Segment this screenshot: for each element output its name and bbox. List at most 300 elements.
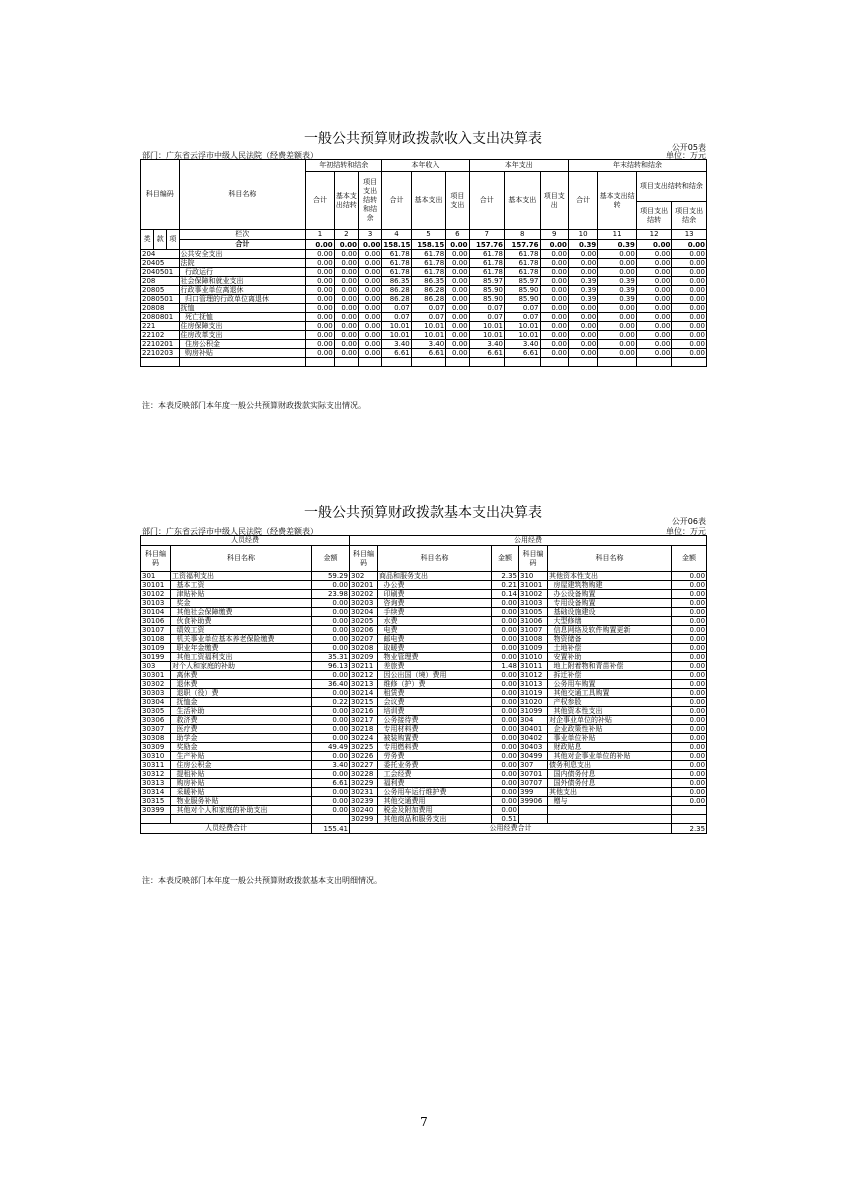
- total-cell: 0.00: [306, 240, 334, 250]
- row-value: 0.00: [598, 259, 637, 268]
- row-amount: 0.00: [492, 734, 519, 743]
- row-value: 6.61: [382, 349, 411, 358]
- row-code: 30301: [141, 671, 171, 680]
- th-total: 合计: [306, 172, 334, 230]
- row-value: 85.90: [469, 286, 504, 295]
- row-value: 0.00: [636, 304, 671, 313]
- row-name: 其他工资福利支出: [171, 653, 312, 662]
- row-amount: 0.00: [492, 635, 519, 644]
- table-row: [141, 268, 707, 277]
- row-amount: 0.00: [672, 644, 707, 653]
- row-amount: 0.00: [492, 806, 519, 815]
- row-name: 赠与: [548, 797, 672, 806]
- row-code: 2210201: [141, 340, 180, 349]
- row-code: 30304: [141, 698, 171, 707]
- row-value: 0.39: [598, 277, 637, 286]
- table-row: [141, 295, 707, 304]
- row-value: 0.00: [540, 322, 568, 331]
- row-name: 其他资本性支出: [548, 707, 672, 716]
- row-name: 差旅费: [378, 662, 492, 671]
- row-name: 被装购置费: [378, 734, 492, 743]
- row-name: 其他社会保障缴费: [171, 608, 312, 617]
- row-name: 会议费: [378, 698, 492, 707]
- total-cell: 0.00: [334, 240, 358, 250]
- row-code: 30102: [141, 590, 171, 599]
- row-value: 0.00: [568, 340, 597, 349]
- row-value: 0.00: [636, 322, 671, 331]
- row-name: 财政贴息: [548, 743, 672, 752]
- row-name: 归口管理的行政单位离退休: [179, 295, 306, 304]
- row-value: 0.00: [306, 304, 334, 313]
- table2-note: 注：本表反映部门本年度一般公共预算财政拨款基本支出明细情况。: [142, 876, 382, 885]
- row-name: 津贴补贴: [171, 590, 312, 599]
- row-value: 0.07: [382, 313, 411, 322]
- row-value: 0.00: [598, 313, 637, 322]
- row-amount: 0.00: [492, 689, 519, 698]
- th-name: 科目名称: [171, 546, 312, 572]
- row-amount: 0.00: [672, 743, 707, 752]
- row-value: 0.00: [568, 349, 597, 358]
- row-code: 30306: [141, 716, 171, 725]
- th-closing-balance: 年末结转和结余: [568, 160, 706, 172]
- row-code: 2080501: [141, 295, 180, 304]
- row-amount: 0.22: [312, 698, 350, 707]
- row-name: 其他交通工具购置: [548, 689, 672, 698]
- row-name: 其他对企事业单位的补贴: [548, 752, 672, 761]
- row-name: 其他资本性支出: [548, 572, 672, 581]
- row-value: 0.00: [334, 295, 358, 304]
- row-name: 办公费: [378, 581, 492, 590]
- row-code: 31099: [519, 707, 548, 716]
- row-code: 31011: [519, 662, 548, 671]
- row-value: 0.00: [306, 313, 334, 322]
- total-cell: 0.00: [446, 240, 469, 250]
- row-name: 绩效工资: [171, 626, 312, 635]
- row-value: 0.00: [359, 295, 382, 304]
- th-project-carry: 项目支出结转和结余: [359, 172, 382, 230]
- row-name: 安置补助: [548, 653, 672, 662]
- row-name: 大型修缮: [548, 617, 672, 626]
- row-name: 手续费: [378, 608, 492, 617]
- row-value: 0.07: [382, 304, 411, 313]
- row-value: 0.00: [306, 322, 334, 331]
- th-column-index: 栏次: [179, 230, 306, 240]
- row-code: 30215: [350, 698, 378, 707]
- row-value: 0.00: [672, 340, 707, 349]
- row-value: 0.00: [540, 313, 568, 322]
- row-code: 30208: [350, 644, 378, 653]
- row-name: 其他商品和服务支出: [378, 815, 492, 824]
- row-code: 30402: [519, 734, 548, 743]
- col-num: 1: [306, 230, 334, 240]
- row-name: 基础设施建设: [548, 608, 672, 617]
- row-value: 0.00: [446, 340, 469, 349]
- row-name: 因公出国（境）费用: [378, 671, 492, 680]
- row-code: 30203: [350, 599, 378, 608]
- row-amount: 0.00: [492, 725, 519, 734]
- table-row: [141, 617, 707, 626]
- row-value: 0.00: [334, 340, 358, 349]
- row-amount: 2.35: [492, 572, 519, 581]
- th-income: 本年收入: [382, 160, 469, 172]
- row-amount: [312, 815, 350, 824]
- table1-note: 注：本表反映部门本年度一般公共预算财政拨款实际支出情况。: [142, 401, 366, 410]
- public-total-value: 2.35: [672, 824, 707, 834]
- row-name: 生活补助: [171, 707, 312, 716]
- col-num: 4: [382, 230, 411, 240]
- row-value: 0.00: [446, 259, 469, 268]
- row-code: [141, 815, 171, 824]
- th-kuan: 款: [154, 230, 167, 250]
- row-value: 0.00: [636, 250, 671, 259]
- row-code: 30209: [350, 653, 378, 662]
- row-code: 30311: [141, 761, 171, 770]
- row-amount: 36.40: [312, 680, 350, 689]
- row-value: 0.00: [598, 250, 637, 259]
- row-name: [548, 815, 672, 824]
- col-num: 2: [334, 230, 358, 240]
- row-value: 61.78: [382, 250, 411, 259]
- table-row: [141, 662, 707, 671]
- row-code: 30314: [141, 788, 171, 797]
- row-name: 福利费: [378, 779, 492, 788]
- table-row: [141, 815, 707, 824]
- th-basic: 基本支出: [411, 172, 445, 230]
- row-amount: 0.00: [312, 617, 350, 626]
- row-value: 0.00: [334, 331, 358, 340]
- row-name: 行政运行: [179, 268, 306, 277]
- table-row: [141, 671, 707, 680]
- row-amount: 0.00: [492, 617, 519, 626]
- row-code: 30205: [350, 617, 378, 626]
- row-name: 公务用车购置: [548, 680, 672, 689]
- row-value: 0.00: [359, 322, 382, 331]
- row-code: 39906: [519, 797, 548, 806]
- row-name: 产权参股: [548, 698, 672, 707]
- row-name: 土地补偿: [548, 644, 672, 653]
- row-value: 0.00: [672, 349, 707, 358]
- row-value: 0.00: [598, 331, 637, 340]
- row-code: 31012: [519, 671, 548, 680]
- row-amount: 1.48: [492, 662, 519, 671]
- table-row: [141, 734, 707, 743]
- row-amount: 0.00: [672, 779, 707, 788]
- row-value: 3.40: [411, 340, 445, 349]
- row-code: 301: [141, 572, 171, 581]
- row-name: 退职（役）费: [171, 689, 312, 698]
- th-project: 项目支出: [540, 172, 568, 230]
- row-name: 公共安全支出: [179, 250, 306, 259]
- row-amount: 0.00: [492, 797, 519, 806]
- row-name: 咨询费: [378, 599, 492, 608]
- row-amount: 0.14: [492, 590, 519, 599]
- row-amount: 0.00: [312, 599, 350, 608]
- row-code: 30310: [141, 752, 171, 761]
- row-value: 0.07: [469, 313, 504, 322]
- table-row: [141, 313, 707, 322]
- row-amount: 0.00: [492, 761, 519, 770]
- row-value: 0.00: [306, 250, 334, 259]
- row-value: 0.00: [446, 286, 469, 295]
- row-value: 0.00: [636, 286, 671, 295]
- total-row: [141, 240, 707, 250]
- table-row: [141, 581, 707, 590]
- row-value: 0.00: [359, 340, 382, 349]
- row-amount: 0.00: [672, 788, 707, 797]
- row-value: 10.01: [505, 331, 540, 340]
- row-name: 国内债务付息: [548, 770, 672, 779]
- row-amount: 0.00: [672, 617, 707, 626]
- table2-basic-expense: [140, 535, 707, 834]
- row-name: 其他对个人和家庭的补助支出: [171, 806, 312, 815]
- row-code: 31007: [519, 626, 548, 635]
- row-value: 0.39: [568, 286, 597, 295]
- row-value: 0.00: [446, 322, 469, 331]
- row-value: 0.00: [568, 322, 597, 331]
- row-value: 0.00: [636, 313, 671, 322]
- th-basic-carry: 基本支出结转: [334, 172, 358, 230]
- row-amount: 0.00: [492, 770, 519, 779]
- table2-dept: 部门：广东省云浮市中级人民法院（经费差额表）: [142, 527, 318, 536]
- row-amount: 0.51: [492, 815, 519, 824]
- row-name: 物业服务补贴: [171, 797, 312, 806]
- row-value: 0.00: [636, 268, 671, 277]
- row-code: 30239: [350, 797, 378, 806]
- row-value: 0.00: [334, 277, 358, 286]
- row-amount: 0.00: [672, 698, 707, 707]
- row-value: 6.61: [505, 349, 540, 358]
- personnel-total-value: 155.41: [312, 824, 350, 834]
- row-value: 10.01: [505, 322, 540, 331]
- row-amount: 0.00: [672, 680, 707, 689]
- row-code: 2210203: [141, 349, 180, 358]
- row-value: 0.00: [636, 340, 671, 349]
- table2-code: 公开06表: [671, 517, 706, 526]
- row-value: 0.07: [505, 313, 540, 322]
- row-value: 0.00: [359, 313, 382, 322]
- row-amount: 0.21: [492, 581, 519, 590]
- row-code: 2080801: [141, 313, 180, 322]
- row-amount: 0.00: [492, 752, 519, 761]
- row-name: 对企事业单位的补贴: [548, 716, 672, 725]
- row-amount: 0.00: [672, 707, 707, 716]
- total-cell: 0.00: [540, 240, 568, 250]
- row-value: 0.00: [540, 304, 568, 313]
- col-num: 6: [446, 230, 469, 240]
- row-code: 31001: [519, 581, 548, 590]
- row-code: 30403: [519, 743, 548, 752]
- row-value: 0.07: [411, 304, 445, 313]
- row-value: 0.07: [469, 304, 504, 313]
- row-code: 30231: [350, 788, 378, 797]
- table-row: [141, 680, 707, 689]
- table-row: [141, 725, 707, 734]
- row-code: 310: [519, 572, 548, 581]
- row-value: 86.35: [411, 277, 445, 286]
- table-row: [141, 779, 707, 788]
- table-row: [141, 599, 707, 608]
- row-code: 30309: [141, 743, 171, 752]
- row-name: 住房公积金: [179, 340, 306, 349]
- col-num: 11: [598, 230, 637, 240]
- row-amount: 3.40: [312, 761, 350, 770]
- row-code: 2040501: [141, 268, 180, 277]
- row-value: 0.00: [306, 331, 334, 340]
- row-name: 伙食补助费: [171, 617, 312, 626]
- row-code: 30211: [350, 662, 378, 671]
- public-total-label: 公用经费合计: [350, 824, 672, 834]
- th-amount: 金额: [492, 546, 519, 572]
- row-value: 0.00: [568, 331, 597, 340]
- th-personnel: 人员经费: [141, 536, 350, 546]
- row-name: 办公设备购置: [548, 590, 672, 599]
- row-value: 0.00: [306, 277, 334, 286]
- col-num: 9: [540, 230, 568, 240]
- row-code: 30224: [350, 734, 378, 743]
- row-amount: 0.00: [312, 734, 350, 743]
- row-amount: 0.00: [672, 635, 707, 644]
- th-basic-carry: 基本支出结转: [598, 172, 637, 230]
- row-code: 30299: [350, 815, 378, 824]
- table-row: [141, 322, 707, 331]
- row-value: 0.00: [540, 250, 568, 259]
- table2-title: 一般公共预算财政拨款基本支出决算表: [304, 505, 542, 521]
- th-expense: 本年支出: [469, 160, 568, 172]
- row-value: 10.01: [382, 331, 411, 340]
- row-value: 0.00: [446, 295, 469, 304]
- th-project: 项目支出: [446, 172, 469, 230]
- row-name: 住房改革支出: [179, 331, 306, 340]
- row-code: 302: [350, 572, 378, 581]
- row-value: 0.00: [636, 259, 671, 268]
- th-code: 科目编码: [141, 546, 171, 572]
- row-amount: 0.00: [672, 761, 707, 770]
- row-code: 20808: [141, 304, 180, 313]
- row-name: 水费: [378, 617, 492, 626]
- row-value: 0.00: [359, 304, 382, 313]
- row-amount: 0.00: [672, 626, 707, 635]
- row-value: 0.00: [568, 304, 597, 313]
- row-amount: 0.00: [672, 608, 707, 617]
- row-code: 31020: [519, 698, 548, 707]
- row-amount: 0.00: [492, 608, 519, 617]
- row-value: 6.61: [411, 349, 445, 358]
- row-code: 30701: [519, 770, 548, 779]
- row-value: 0.00: [540, 295, 568, 304]
- row-code: 30227: [350, 761, 378, 770]
- row-name: 基本工资: [171, 581, 312, 590]
- row-code: 20405: [141, 259, 180, 268]
- row-code: 31003: [519, 599, 548, 608]
- total-cell: 157.76: [469, 240, 504, 250]
- row-name: 购房补贴: [171, 779, 312, 788]
- row-value: 61.78: [382, 259, 411, 268]
- th-amount: 金额: [312, 546, 350, 572]
- table-row: [141, 572, 707, 581]
- row-value: 85.90: [505, 286, 540, 295]
- row-code: 31008: [519, 635, 548, 644]
- row-name: 工会经费: [378, 770, 492, 779]
- row-code: 30204: [350, 608, 378, 617]
- row-amount: 0.00: [492, 653, 519, 662]
- row-value: 86.28: [382, 295, 411, 304]
- row-value: 10.01: [469, 331, 504, 340]
- row-amount: 0.00: [492, 626, 519, 635]
- row-value: 0.39: [568, 277, 597, 286]
- row-value: 0.00: [359, 259, 382, 268]
- row-value: 0.00: [359, 331, 382, 340]
- row-amount: 0.00: [312, 797, 350, 806]
- row-name: 维修（护）费: [378, 680, 492, 689]
- row-code: 30399: [141, 806, 171, 815]
- row-code: [519, 815, 548, 824]
- th-code: 科目编码: [519, 546, 548, 572]
- row-amount: 0.00: [312, 752, 350, 761]
- row-code: 30201: [350, 581, 378, 590]
- row-name: 救济费: [171, 716, 312, 725]
- row-value: 3.40: [382, 340, 411, 349]
- row-name: 工资福利支出: [171, 572, 312, 581]
- row-amount: 0.00: [492, 599, 519, 608]
- row-name: 机关事业单位基本养老保险缴费: [171, 635, 312, 644]
- row-code: 30216: [350, 707, 378, 716]
- row-name: [548, 806, 672, 815]
- row-value: 0.00: [672, 286, 707, 295]
- row-name: 奖励金: [171, 743, 312, 752]
- personnel-total-label: 人员经费合计: [141, 824, 312, 834]
- row-name: 助学金: [171, 734, 312, 743]
- table-row: [141, 331, 707, 340]
- row-amount: 96.13: [312, 662, 350, 671]
- row-value: 0.00: [359, 286, 382, 295]
- row-value: 0.39: [598, 295, 637, 304]
- row-code: 30103: [141, 599, 171, 608]
- th-total: 合计: [382, 172, 411, 230]
- row-value: 0.00: [306, 349, 334, 358]
- row-value: 10.01: [411, 322, 445, 331]
- table-row: [141, 259, 707, 268]
- col-num: 3: [359, 230, 382, 240]
- th-total: 合计: [568, 172, 597, 230]
- total-cell: 157.76: [505, 240, 540, 250]
- row-name: 医疗费: [171, 725, 312, 734]
- row-value: 0.00: [359, 277, 382, 286]
- col-num: 7: [469, 230, 504, 240]
- row-amount: 0.00: [672, 770, 707, 779]
- row-value: 0.00: [672, 259, 707, 268]
- total-cell: 0.00: [636, 240, 671, 250]
- row-name: 专用设备购置: [548, 599, 672, 608]
- table-row: [141, 743, 707, 752]
- th-subject-name: 科目名称: [179, 160, 306, 230]
- row-value: 0.00: [672, 331, 707, 340]
- th-project-carry-only: 项目支出结转: [636, 202, 671, 230]
- th-subject-code: 科目编码: [141, 160, 180, 230]
- row-code: 31009: [519, 644, 548, 653]
- row-code: 30214: [350, 689, 378, 698]
- row-amount: 35.31: [312, 653, 350, 662]
- row-value: 86.28: [382, 286, 411, 295]
- row-code: 30206: [350, 626, 378, 635]
- row-value: 0.00: [359, 268, 382, 277]
- row-value: 0.00: [334, 304, 358, 313]
- row-value: 0.00: [334, 268, 358, 277]
- row-name: 其他交通费用: [378, 797, 492, 806]
- row-name: 法院: [179, 259, 306, 268]
- col-num: 10: [568, 230, 597, 240]
- row-code: 20805: [141, 286, 180, 295]
- row-value: 0.00: [446, 349, 469, 358]
